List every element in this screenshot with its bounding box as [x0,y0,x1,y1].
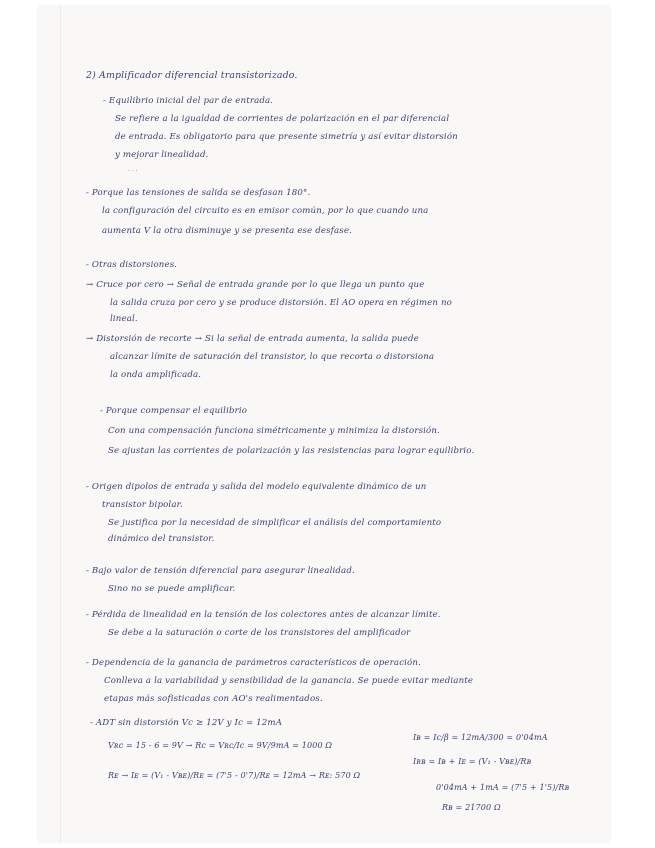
list-item-text: alcanzar límite de saturación del transistor, lo que recorta o distorsiona [110,352,435,362]
section-text: Se refiere a la igualdad de corrientes de polarización en el par diferencial [115,114,450,124]
section-text: y mejorar linealidad. [115,150,209,160]
section-heading: - Porque las tensiones de salida se desfasan 180°. [86,188,311,198]
section-text: Se justifica por la necesidad de simplificar el análisis del comportamiento [108,518,442,528]
stray-ink-mark: · · · [128,168,138,175]
section-text: Con una compensación funciona simétricamente y minimiza la distorsión. [108,426,440,436]
equation-ib: Iʙ = Ic/β = 12mA/300 = 0'04mA [413,733,548,742]
section-text: aumenta V la otra disminuye y se presenta ese desfase. [102,226,352,236]
section-heading: - Equilibrio inicial del par de entrada. [103,96,274,106]
section-text: Conlleva a la variabilidad y sensibilidad de la ganancia. Se puede evitar mediante [104,676,474,686]
section-text: de entrada. Es obligatorio para que presente simetría y así evitar distorsión [115,132,458,142]
section-text: dinámico del transistor. [108,534,215,544]
equation-re: Rᴇ → Iᴇ = (V₁ - Vʙᴇ)/Rᴇ = (7'5 - 0'7)/Rᴇ = 12mA → Rᴇ: 570 Ω [108,771,361,780]
section-text: transistor bipolar. [102,500,183,510]
section-heading: - Bajo valor de tensión diferencial para asegurar linealidad. [86,566,355,576]
section-text: la configuración del circuito es en emisor común, por lo que cuando una [102,206,429,216]
calc-header: - ADT sin distorsión Vc ≥ 12V y Ic = 12mA [90,718,283,728]
section-heading: - Porque compensar el equilibrio [100,406,248,416]
section-heading: - Dependencia de la ganancia de parámetros característicos de operación. [86,658,421,668]
list-item-text: → Distorsión de recorte → Si la señal de entrada aumenta, la salida puede [86,334,419,344]
notebook-page [38,6,610,842]
list-item-text: la salida cruza por cero y se produce distorsión. El AO opera en régimen no [110,298,452,308]
equation-rb: Rʙ = 21700 Ω [442,803,501,812]
section-heading: - Otras distorsiones. [86,260,178,270]
page-title: 2) Amplificador diferencial transistorizado. [86,70,298,81]
section-text: Se ajustan las corrientes de polarización y las resistencias para lograr equilibrio. [108,446,475,456]
equation-sum: 0'04mA + 1mA = (7'5 + 1'5)/Rʙ [436,783,570,792]
section-text: etapas más sofisticadas con AO's realimentados. [104,694,323,704]
list-item-text: la onda amplificada. [110,370,202,380]
list-item-text: → Cruce por cero → Señal de entrada grande por lo que llega un punto que [86,280,425,290]
section-heading: - Origen dipolos de entrada y salida del modelo equivalente dinámico de un [86,482,427,492]
section-heading: - Pérdida de linealidad en la tensión de los colectores antes de alcanzar límite. [86,610,441,620]
equation-irb: Iʀʙ = Iʙ + Iᴇ = (V₁ - Vʙᴇ)/Rʙ [413,757,532,766]
section-text: Sino no se puede amplificar. [108,584,236,594]
list-item-text: lineal. [110,314,138,324]
section-text: Se debe a la saturación o corte de los transistores del amplificador [108,628,411,638]
equation-rc: Vʀᴄ = 15 - 6 = 9V → Rc = Vʀᴄ/Ic = 9V/9mA = 1000 Ω [108,741,333,750]
